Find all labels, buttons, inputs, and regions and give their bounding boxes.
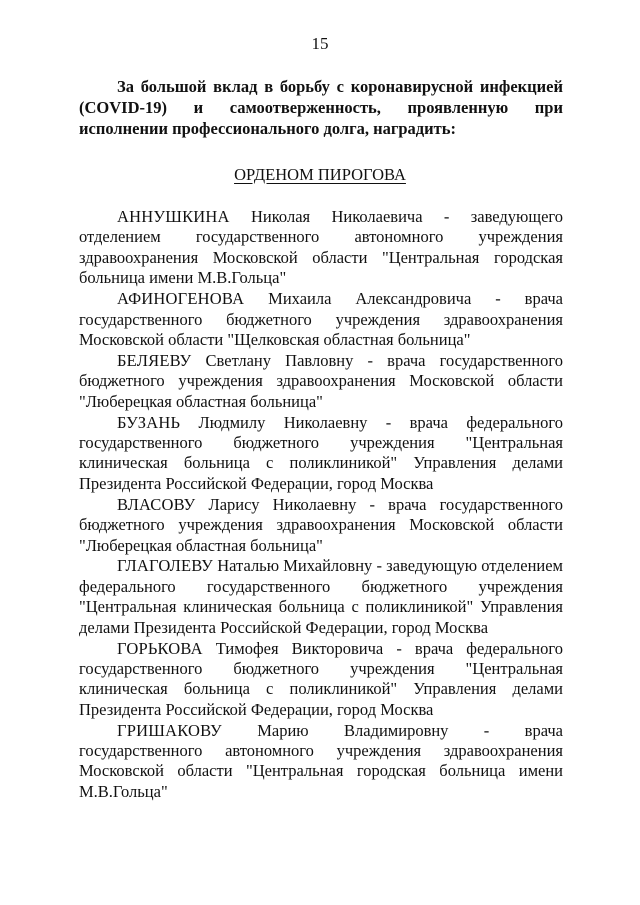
recipient-surname: ГРИШАКОВУ <box>117 720 222 740</box>
recipient-details: Тимофея Викторовича - врача федерального государственного бюджетного учреждения "Центральная клиническая больница с поликлиникой" Управления делами Президента Российской Федерации, город Москва <box>79 638 563 719</box>
recipient-details: Людмилу Николаевну - врача федерального государственного бюджетного учреждения "Центральная клиническая больница с поликлиникой" Управления делами Президента Российской Федерации, город Москва <box>79 412 564 493</box>
recipient-entry <box>79 207 563 289</box>
recipient-surname: ВЛАСОВУ <box>117 494 196 514</box>
recipient-details: Наталью Михайловну - заведующую отделением федерального государственного бюджетного учреждения "Центральная клиническая больница с поликлиникой" Управления делами Президента Российской Федерации, город Москва <box>79 556 563 637</box>
recipient-surname: АННУШКИНА <box>117 207 230 226</box>
recipient-details: Светлану Павловну - врача государственного бюджетного учреждения здравоохранения Московской области "Люберецкая областная больница" <box>79 350 564 411</box>
recipient-entry <box>79 495 563 556</box>
recipient-details: Марию Владимировну - врача государственного автономного учреждения здравоохранения Московской области "Центральная городская больница имени М.В.Гольца" <box>79 720 563 801</box>
recipient-entry <box>79 413 563 495</box>
recipient-surname: ГЛАГОЛЕВУ <box>117 556 214 576</box>
recipient-entry <box>79 289 563 350</box>
recipient-entry <box>79 556 563 638</box>
recipient-entry <box>79 639 563 721</box>
award-preamble: За большой вклад в борьбу с коронавирусной инфекцией (COVID-19) и самоотверженность, проявленную при исполнении профессионального долга, наградить: <box>79 77 563 138</box>
recipient-entry <box>79 351 563 412</box>
recipient-details: Николая Николаевича - заведующего отделением государственного автономного учреждения здравоохранения Московской области "Центральная городская больница имени М.В.Гольца" <box>79 207 563 288</box>
recipient-surname: ГОРЬКОВА <box>117 638 203 658</box>
recipient-surname: АФИНОГЕНОВА <box>117 289 245 309</box>
recipient-surname: БУЗАНЬ <box>117 412 181 432</box>
award-heading: ОРДЕНОМ ПИРОГОВА <box>234 165 406 184</box>
recipient-details: Ларису Николаевну - врача государственного бюджетного учреждения здравоохранения Московской области "Люберецкая областная больница" <box>79 494 564 555</box>
recipient-details: Михаила Александровича - врача государственного бюджетного учреждения здравоохранения Московской области "Щелковская областная больница" <box>79 289 564 349</box>
recipient-list <box>79 207 563 803</box>
recipient-entry <box>79 721 563 803</box>
recipient-surname: БЕЛЯЕВУ <box>117 350 192 370</box>
page-number: 15 <box>311 34 329 53</box>
